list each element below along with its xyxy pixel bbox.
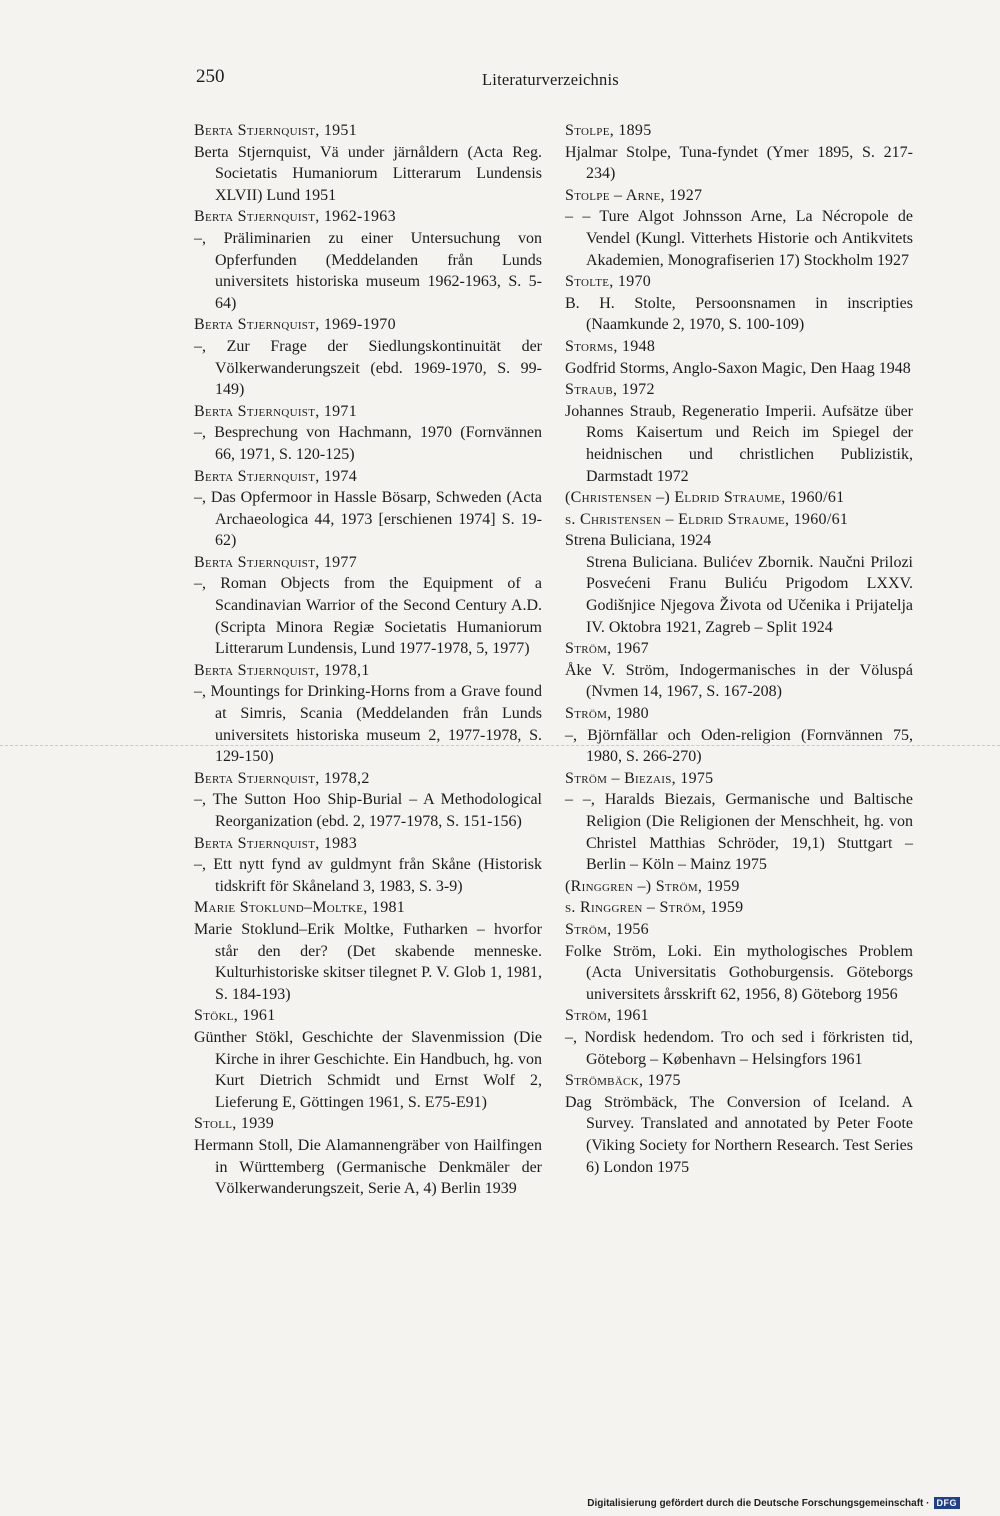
bibliography-right-column xyxy=(565,120,913,1178)
bibliography-entry-text: Hjalmar Stolpe, Tuna-fyndet (Ymer 1895, S. 217-234) xyxy=(565,143,913,183)
bibliography-entry-text: Hermann Stoll, Die Alamannengräber von Hailfingen in Württemberg (Germanische Denkmäler der Völkerwanderungszeit, Serie A, 4) Berlin 1939 xyxy=(194,1136,542,1198)
bibliography-entry-text: B. H. Stolte, Persoonsnamen in inscripties (Naamkunde 2, 1970, S. 100-109) xyxy=(565,294,913,334)
bibliography-entry-text: –, Björnfällar och Oden-religion (Fornvännen 75, 1980, S. 266-270) xyxy=(565,726,913,766)
bibliography-entry-heading: s. Christensen – Eldrid Straume, 1960/61 xyxy=(565,510,849,528)
bibliography-left-column xyxy=(194,120,542,1200)
bibliography-entry-text: Marie Stoklund–Erik Moltke, Futharken – hvorfor står den der? (Det skabende menneske. Kulturhistoriske skitser tilegnet P. V. Glob 1, 1981, S. 184-193) xyxy=(194,920,542,1003)
bibliography-entry-heading: Strömbäck, 1975 xyxy=(565,1072,681,1090)
bibliography-entry-text: –, Roman Objects from the Equipment of a Scandinavian Warrior of the Second Century A.D. (Scripta Minora Regiæ Societatis Humaniorum Litterarum Lundensis, Lund 1977-1978, 5, 1977) xyxy=(194,575,542,658)
bibliography-entry-text: –, Ett nytt fynd av guldmynt från Skåne (Historisk tidskrift för Skåneland 3, 1983, S. 3-9) xyxy=(194,856,542,895)
bibliography-entry-heading: Berta Stjernquist, 1969-1970 xyxy=(194,316,396,334)
bibliography-entry-text: –, Besprechung von Hachmann, 1970 (Fornvännen 66, 1971, S. 120-125) xyxy=(194,424,542,463)
bibliography-entry-text: Godfrid Storms, Anglo-Saxon Magic, Den Haag 1948 xyxy=(565,359,911,377)
bibliography-entry-heading: Stolpe – Arne, 1927 xyxy=(565,186,703,204)
bibliography-entry-heading: s. Ringgren – Ström, 1959 xyxy=(565,899,744,917)
bibliography-entry-heading: Marie Stoklund–Moltke, 1981 xyxy=(194,899,406,917)
bibliography-entry-text: –, The Sutton Hoo Ship-Burial – A Methodological Reorganization (ebd. 2, 1977-1978, S. 151-156) xyxy=(194,791,542,830)
bibliography-entry-text: Folke Ström, Loki. Ein mythologisches Problem (Acta Universitatis Gothoburgensis. Göteborgs universitets årsskrift 62, 1956, 8) Göteborg 1956 xyxy=(565,942,913,1003)
bibliography-entry-text: Åke V. Ström, Indogermanisches in der Völuspá (Nvmen 14, 1967, S. 167-208) xyxy=(565,661,913,701)
bibliography-entry-heading: Stökl, 1961 xyxy=(194,1007,276,1025)
bibliography-entry-text: –, Nordisk hedendom. Tro och sed i förkristen tid, Göteborg – København – Helsingfors 1961 xyxy=(565,1028,913,1068)
bibliography-entry-text: Strena Buliciana, 1924 xyxy=(565,532,712,550)
bibliography-entry-heading: Berta Stjernquist, 1971 xyxy=(194,402,358,420)
bibliography-entry-text: –, Zur Frage der Siedlungskontinuität der Völkerwanderungszeit (ebd. 1969-1970, S. 99-149) xyxy=(194,337,542,399)
bibliography-entry-text: Günther Stökl, Geschichte der Slavenmission (Die Kirche in ihrer Geschichte. Ein Handbuch, hg. von Kurt Dietrich Schmidt und Ernst Wolf 2, Lieferung E, Göttingen 1961, S. E75-E91) xyxy=(194,1028,542,1111)
page-number: 250 xyxy=(196,66,225,87)
bibliography-entry-heading: Ström, 1956 xyxy=(565,920,649,938)
bibliography-entry-heading: (Ringgren –) Ström, 1959 xyxy=(565,877,740,895)
bibliography-entry-text: Berta Stjernquist, Vä under järnåldern (Acta Reg. Societatis Humaniorum Litterarum Lundensis XLVII) Lund 1951 xyxy=(194,143,542,204)
dfg-logo-icon: DFG xyxy=(934,1497,961,1509)
bibliography-entry-text: –, Das Opfermoor in Hassle Bösarp, Schweden (Acta Archaeologica 44, 1973 [erschienen 1974] S. 19-62) xyxy=(194,489,542,550)
bibliography-entry-heading: Stolte, 1970 xyxy=(565,273,652,291)
bibliography-entry-text: – –, Haralds Biezais, Germanische und Baltische Religion (Die Religionen der Menschheit, hg. von Christel Matthias Schröder, 19,1) Stuttgart – Berlin – Köln – Mainz 1975 xyxy=(565,791,913,874)
bibliography-entry-heading: Ström, 1967 xyxy=(565,640,649,658)
bibliography-entry-heading: Berta Stjernquist, 1978,2 xyxy=(194,769,370,787)
bibliography-entry-heading: Storms, 1948 xyxy=(565,337,656,355)
bibliography-entry-heading: Berta Stjernquist, 1977 xyxy=(194,553,358,571)
bibliography-entry-text: – – Ture Algot Johnsson Arne, La Nécropole de Vendel (Kungl. Vitterhets Historie och Antikvitets Akademien, Monografiserien 17) Stockholm 1927 xyxy=(565,208,913,269)
bibliography-entry-heading: Ström, 1961 xyxy=(565,1007,649,1025)
bibliography-entry-heading: Ström – Biezais, 1975 xyxy=(565,769,714,787)
bibliography-entry-heading: Berta Stjernquist, 1983 xyxy=(194,834,358,852)
bibliography-entry-text: Strena Buliciana. Bulićev Zbornik. Naučni Prilozi Posvećeni Franu Buliću Prigodom LXXV. Godišnjice Njegova Života od Učenika i Prijatelja IV. Oktobra 1921, Zagreb – Split 1924 xyxy=(586,553,913,636)
bibliography-entry-heading: Berta Stjernquist, 1962-1963 xyxy=(194,208,396,226)
bibliography-entry-heading: Berta Stjernquist, 1951 xyxy=(194,122,358,139)
running-head: Literaturverzeichnis xyxy=(482,70,619,89)
bibliography-entry-heading: Stoll, 1939 xyxy=(194,1115,275,1133)
bibliography-entry-heading: Berta Stjernquist, 1974 xyxy=(194,467,358,485)
bibliography-entry-heading: Ström, 1980 xyxy=(565,705,649,723)
bibliography-entry-heading: Stolpe, 1895 xyxy=(565,122,652,139)
bibliography-entry-text: –, Mountings for Drinking-Horns from a Grave found at Simris, Scania (Meddelanden från Lunds universitets historiska museum 2, 1977-1978, S. 129-150) xyxy=(194,683,542,766)
bibliography-entry-text: –, Präliminarien zu einer Untersuchung von Opferfunden (Meddelanden från Lunds universitets historiska museum 1962-1963, S. 5-64) xyxy=(194,229,542,312)
bibliography-entry-heading: Straub, 1972 xyxy=(565,381,655,399)
footer-text: Digitalisierung gefördert durch die Deutsche Forschungsgemeinschaft · xyxy=(587,1497,930,1509)
footer xyxy=(587,1497,960,1509)
bibliography-entry-heading: Berta Stjernquist, 1978,1 xyxy=(194,661,370,679)
bibliography-entry-text: Dag Strömbäck, The Conversion of Iceland. A Survey. Translated and annotated by Peter Foote (Viking Society for Northern Research. Test Series 6) London 1975 xyxy=(565,1093,913,1176)
bibliography-entry-text: Johannes Straub, Regeneratio Imperii. Aufsätze über Roms Kaisertum und Reich im Spiegel der heidnischen und christlichen Publizistik, Darmstadt 1972 xyxy=(565,402,913,485)
bibliography-entry-heading: (Christensen –) Eldrid Straume, 1960/61 xyxy=(565,489,845,507)
